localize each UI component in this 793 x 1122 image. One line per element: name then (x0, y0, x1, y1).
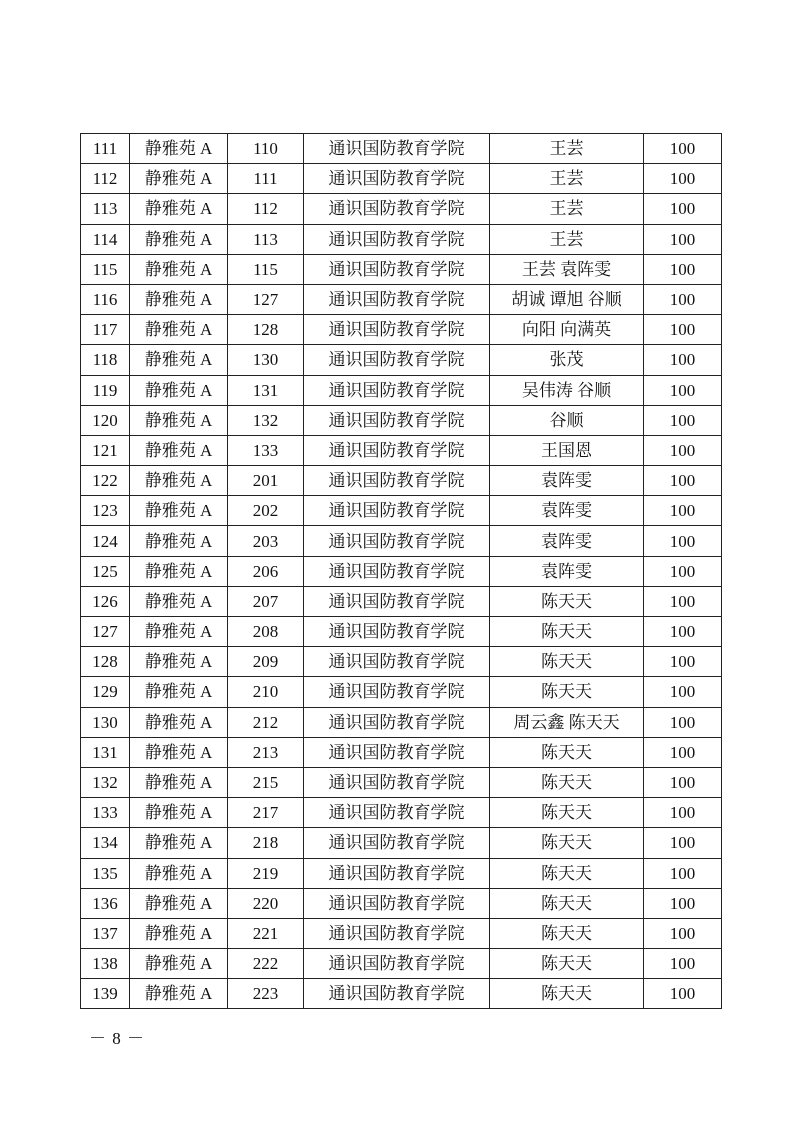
room-number-cell: 127 (228, 284, 304, 314)
inspector-names-cell: 陈天天 (490, 617, 644, 647)
college-cell: 通识国防教育学院 (304, 284, 490, 314)
table-row (81, 526, 722, 556)
score-cell: 100 (644, 737, 722, 767)
row-number-cell: 125 (81, 556, 130, 586)
score-cell: 100 (644, 647, 722, 677)
table-row (81, 345, 722, 375)
row-number-cell: 129 (81, 677, 130, 707)
building-cell: 静雅苑 A (130, 647, 228, 677)
building-cell: 静雅苑 A (130, 466, 228, 496)
score-cell: 100 (644, 405, 722, 435)
building-cell: 静雅苑 A (130, 979, 228, 1009)
row-number-cell: 130 (81, 707, 130, 737)
table-row (81, 979, 722, 1009)
inspector-names-cell: 王芸 袁阵雯 (490, 254, 644, 284)
table-row (81, 224, 722, 254)
inspector-names-cell: 陈天天 (490, 949, 644, 979)
inspector-names-cell: 王国恩 (490, 435, 644, 465)
score-cell: 100 (644, 194, 722, 224)
college-cell: 通识国防教育学院 (304, 707, 490, 737)
room-number-cell: 111 (228, 164, 304, 194)
row-number-cell: 138 (81, 949, 130, 979)
row-number-cell: 128 (81, 647, 130, 677)
table-row (81, 647, 722, 677)
inspector-names-cell: 陈天天 (490, 737, 644, 767)
college-cell: 通识国防教育学院 (304, 254, 490, 284)
college-cell: 通识国防教育学院 (304, 828, 490, 858)
table-row (81, 737, 722, 767)
college-cell: 通识国防教育学院 (304, 466, 490, 496)
inspector-names-cell: 向阳 向满英 (490, 315, 644, 345)
table-row (81, 798, 722, 828)
table-row (81, 949, 722, 979)
building-cell: 静雅苑 A (130, 284, 228, 314)
table-row (81, 858, 722, 888)
inspector-names-cell: 陈天天 (490, 798, 644, 828)
row-number-cell: 117 (81, 315, 130, 345)
score-cell: 100 (644, 828, 722, 858)
table-row (81, 918, 722, 948)
college-cell: 通识国防教育学院 (304, 767, 490, 797)
building-cell: 静雅苑 A (130, 254, 228, 284)
room-number-cell: 213 (228, 737, 304, 767)
room-number-cell: 212 (228, 707, 304, 737)
college-cell: 通识国防教育学院 (304, 677, 490, 707)
table-row (81, 828, 722, 858)
table-row (81, 707, 722, 737)
room-number-cell: 222 (228, 949, 304, 979)
row-number-cell: 139 (81, 979, 130, 1009)
score-cell: 100 (644, 375, 722, 405)
score-cell: 100 (644, 466, 722, 496)
building-cell: 静雅苑 A (130, 526, 228, 556)
row-number-cell: 118 (81, 345, 130, 375)
inspector-names-cell: 王芸 (490, 224, 644, 254)
table-row (81, 194, 722, 224)
row-number-cell: 127 (81, 617, 130, 647)
row-number-cell: 122 (81, 466, 130, 496)
score-cell: 100 (644, 134, 722, 164)
inspector-names-cell: 谷顺 (490, 405, 644, 435)
inspector-names-cell: 王芸 (490, 164, 644, 194)
building-cell: 静雅苑 A (130, 617, 228, 647)
score-cell: 100 (644, 224, 722, 254)
inspector-names-cell: 陈天天 (490, 767, 644, 797)
score-cell: 100 (644, 677, 722, 707)
table-row (81, 375, 722, 405)
table-row (81, 556, 722, 586)
building-cell: 静雅苑 A (130, 134, 228, 164)
building-cell: 静雅苑 A (130, 586, 228, 616)
building-cell: 静雅苑 A (130, 556, 228, 586)
row-number-cell: 121 (81, 435, 130, 465)
building-cell: 静雅苑 A (130, 767, 228, 797)
room-number-cell: 131 (228, 375, 304, 405)
building-cell: 静雅苑 A (130, 164, 228, 194)
building-cell: 静雅苑 A (130, 798, 228, 828)
inspector-names-cell: 陈天天 (490, 828, 644, 858)
row-number-cell: 123 (81, 496, 130, 526)
room-number-cell: 220 (228, 888, 304, 918)
row-number-cell: 132 (81, 767, 130, 797)
room-number-cell: 217 (228, 798, 304, 828)
row-number-cell: 131 (81, 737, 130, 767)
table-row (81, 164, 722, 194)
table-row (81, 617, 722, 647)
score-cell: 100 (644, 586, 722, 616)
table-body (81, 134, 722, 1009)
row-number-cell: 124 (81, 526, 130, 556)
building-cell: 静雅苑 A (130, 707, 228, 737)
college-cell: 通识国防教育学院 (304, 918, 490, 948)
table-row (81, 435, 722, 465)
college-cell: 通识国防教育学院 (304, 496, 490, 526)
room-number-cell: 210 (228, 677, 304, 707)
inspector-names-cell: 陈天天 (490, 858, 644, 888)
inspector-names-cell: 王芸 (490, 134, 644, 164)
table-row (81, 254, 722, 284)
college-cell: 通识国防教育学院 (304, 375, 490, 405)
row-number-cell: 134 (81, 828, 130, 858)
score-cell: 100 (644, 707, 722, 737)
inspector-names-cell: 袁阵雯 (490, 556, 644, 586)
table-row (81, 888, 722, 918)
college-cell: 通识国防教育学院 (304, 556, 490, 586)
score-cell: 100 (644, 254, 722, 284)
score-cell: 100 (644, 949, 722, 979)
room-number-cell: 219 (228, 858, 304, 888)
row-number-cell: 133 (81, 798, 130, 828)
score-cell: 100 (644, 435, 722, 465)
row-number-cell: 120 (81, 405, 130, 435)
building-cell: 静雅苑 A (130, 405, 228, 435)
college-cell: 通识国防教育学院 (304, 164, 490, 194)
score-cell: 100 (644, 798, 722, 828)
college-cell: 通识国防教育学院 (304, 737, 490, 767)
inspector-names-cell: 陈天天 (490, 586, 644, 616)
score-cell: 100 (644, 526, 722, 556)
inspector-names-cell: 袁阵雯 (490, 466, 644, 496)
room-number-cell: 202 (228, 496, 304, 526)
score-cell: 100 (644, 888, 722, 918)
room-number-cell: 206 (228, 556, 304, 586)
inspector-names-cell: 王芸 (490, 194, 644, 224)
row-number-cell: 135 (81, 858, 130, 888)
college-cell: 通识国防教育学院 (304, 224, 490, 254)
building-cell: 静雅苑 A (130, 315, 228, 345)
college-cell: 通识国防教育学院 (304, 858, 490, 888)
row-number-cell: 112 (81, 164, 130, 194)
college-cell: 通识国防教育学院 (304, 979, 490, 1009)
college-cell: 通识国防教育学院 (304, 617, 490, 647)
college-cell: 通识国防教育学院 (304, 526, 490, 556)
table-row (81, 315, 722, 345)
table-row (81, 586, 722, 616)
building-cell: 静雅苑 A (130, 737, 228, 767)
table-row (81, 405, 722, 435)
room-number-cell: 221 (228, 918, 304, 948)
room-number-cell: 113 (228, 224, 304, 254)
building-cell: 静雅苑 A (130, 435, 228, 465)
building-cell: 静雅苑 A (130, 375, 228, 405)
building-cell: 静雅苑 A (130, 949, 228, 979)
score-cell: 100 (644, 767, 722, 797)
college-cell: 通识国防教育学院 (304, 345, 490, 375)
score-cell: 100 (644, 556, 722, 586)
score-cell: 100 (644, 979, 722, 1009)
building-cell: 静雅苑 A (130, 345, 228, 375)
inspector-names-cell: 陈天天 (490, 979, 644, 1009)
college-cell: 通识国防教育学院 (304, 134, 490, 164)
inspector-names-cell: 张茂 (490, 345, 644, 375)
row-number-cell: 116 (81, 284, 130, 314)
row-number-cell: 137 (81, 918, 130, 948)
building-cell: 静雅苑 A (130, 224, 228, 254)
college-cell: 通识国防教育学院 (304, 194, 490, 224)
college-cell: 通识国防教育学院 (304, 586, 490, 616)
room-number-cell: 115 (228, 254, 304, 284)
room-number-cell: 215 (228, 767, 304, 797)
college-cell: 通识国防教育学院 (304, 647, 490, 677)
room-number-cell: 203 (228, 526, 304, 556)
table-row (81, 134, 722, 164)
row-number-cell: 111 (81, 134, 130, 164)
inspector-names-cell: 陈天天 (490, 918, 644, 948)
college-cell: 通识国防教育学院 (304, 315, 490, 345)
building-cell: 静雅苑 A (130, 194, 228, 224)
college-cell: 通识国防教育学院 (304, 435, 490, 465)
table-row (81, 496, 722, 526)
room-number-cell: 128 (228, 315, 304, 345)
row-number-cell: 114 (81, 224, 130, 254)
page-number: － 8 － (89, 1029, 145, 1048)
college-cell: 通识国防教育学院 (304, 798, 490, 828)
building-cell: 静雅苑 A (130, 496, 228, 526)
table-row (81, 677, 722, 707)
row-number-cell: 113 (81, 194, 130, 224)
score-cell: 100 (644, 315, 722, 345)
room-number-cell: 208 (228, 617, 304, 647)
row-number-cell: 136 (81, 888, 130, 918)
row-number-cell: 115 (81, 254, 130, 284)
score-cell: 100 (644, 858, 722, 888)
table-row (81, 466, 722, 496)
building-cell: 静雅苑 A (130, 888, 228, 918)
row-number-cell: 119 (81, 375, 130, 405)
room-number-cell: 201 (228, 466, 304, 496)
room-number-cell: 110 (228, 134, 304, 164)
inspector-names-cell: 袁阵雯 (490, 496, 644, 526)
room-number-cell: 112 (228, 194, 304, 224)
room-number-cell: 218 (228, 828, 304, 858)
building-cell: 静雅苑 A (130, 858, 228, 888)
inspector-names-cell: 吴伟涛 谷顺 (490, 375, 644, 405)
room-number-cell: 130 (228, 345, 304, 375)
row-number-cell: 126 (81, 586, 130, 616)
table-row (81, 767, 722, 797)
score-cell: 100 (644, 345, 722, 375)
room-number-cell: 132 (228, 405, 304, 435)
college-cell: 通识国防教育学院 (304, 405, 490, 435)
dormitory-score-table (80, 133, 722, 1009)
room-number-cell: 223 (228, 979, 304, 1009)
score-cell: 100 (644, 164, 722, 194)
inspector-names-cell: 周云鑫 陈天天 (490, 707, 644, 737)
score-cell: 100 (644, 284, 722, 314)
college-cell: 通识国防教育学院 (304, 949, 490, 979)
inspector-names-cell: 陈天天 (490, 677, 644, 707)
building-cell: 静雅苑 A (130, 918, 228, 948)
inspector-names-cell: 陈天天 (490, 888, 644, 918)
inspector-names-cell: 袁阵雯 (490, 526, 644, 556)
building-cell: 静雅苑 A (130, 677, 228, 707)
table-row (81, 284, 722, 314)
building-cell: 静雅苑 A (130, 828, 228, 858)
score-cell: 100 (644, 918, 722, 948)
inspector-names-cell: 陈天天 (490, 647, 644, 677)
inspector-names-cell: 胡诚 谭旭 谷顺 (490, 284, 644, 314)
room-number-cell: 207 (228, 586, 304, 616)
room-number-cell: 209 (228, 647, 304, 677)
room-number-cell: 133 (228, 435, 304, 465)
score-cell: 100 (644, 496, 722, 526)
score-cell: 100 (644, 617, 722, 647)
college-cell: 通识国防教育学院 (304, 888, 490, 918)
